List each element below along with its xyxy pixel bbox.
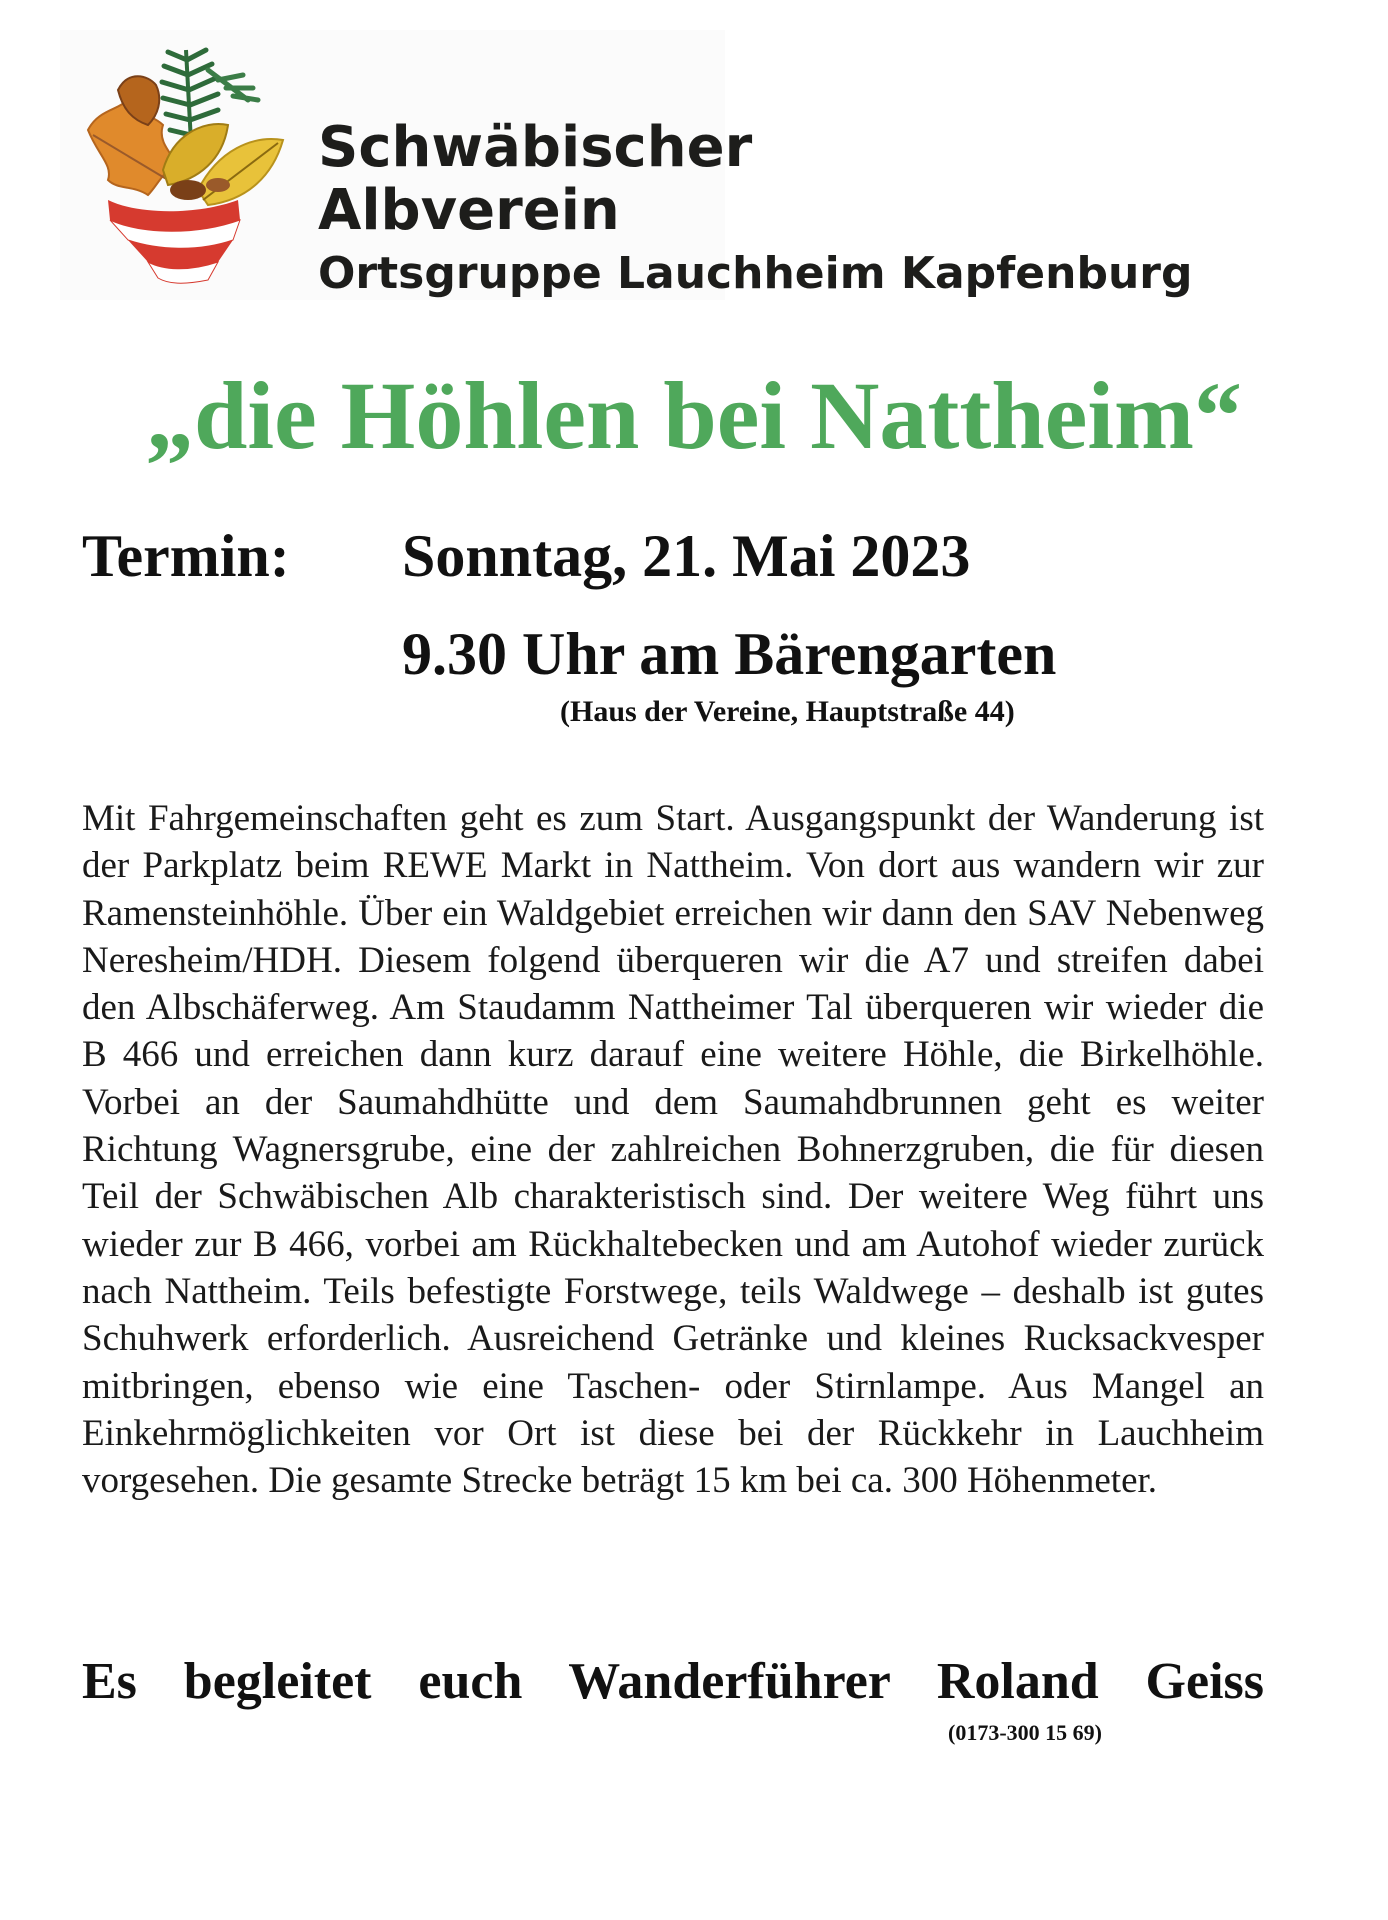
org-name-line2: Albverein (318, 178, 620, 243)
event-title: „die Höhlen bei Nattheim“ (146, 362, 1242, 469)
ribbon-icon (108, 200, 240, 283)
termin-label: Termin: (82, 523, 290, 589)
header (60, 30, 1240, 300)
guide-phone: (0173-300 15 69) (948, 1720, 1102, 1745)
org-subtitle: Ortsgruppe Lauchheim Kapfenburg (318, 248, 1193, 299)
termin-time: 9.30 Uhr am Bärengarten (402, 621, 1057, 687)
guide-line: Es begleitet euch Wanderführer Roland Geiss (82, 1653, 1264, 1710)
org-name-line1: Schwäbischer (318, 115, 753, 180)
albverein-leaf-logo-icon (68, 40, 308, 295)
event-description: Mit Fahrgemeinschaften geht es zum Start. Ausgangspunkt der Wanderung ist der Parkplatz beim REWE Markt in Nattheim. Von dort aus wandern wir zur Ramensteinhöhle. Über ein Waldgebiet erreichen wir dann den SAV Nebenweg Neresheim/HDH. Diesem folgend überqueren wir die A7 und streifen dabei den Albschäferweg. Am Staudamm Nattheimer Tal überqueren wir wieder die B 466 und erreichen dann kurz darauf eine weitere Höhle, die Birkelhöhle. Vorbei an der Saumahdhütte und dem Saumahdbrunnen geht es weiter Richtung Wagnersgrube, eine der zahlreichen Bohnerzgruben, die für diesen Teil der Schwäbischen Alb charakteristisch sind. Der weitere Weg führt uns wieder zur B 466, vorbei am Rückhaltebecken und am Autohof wieder zurück nach Nattheim. Teils befestigte Forstwege, teils Waldwege – deshalb ist gutes Schuhwerk erforderlich. Ausreichend Getränke und kleines Rucksackvesper mitbringen, ebenso wie eine Taschen- oder Stirnlampe. Aus Mangel an Einkehrmöglichkeiten vor Ort ist diese bei der Rückkehr in Lauchheim vorgesehen. Die gesamte Strecke beträgt 15 km bei ca. 300 Höhenmeter. (82, 798, 1264, 1502)
termin-place: (Haus der Vereine, Hauptstraße 44) (560, 695, 1015, 728)
termin-date: Sonntag, 21. Mai 2023 (402, 523, 971, 589)
